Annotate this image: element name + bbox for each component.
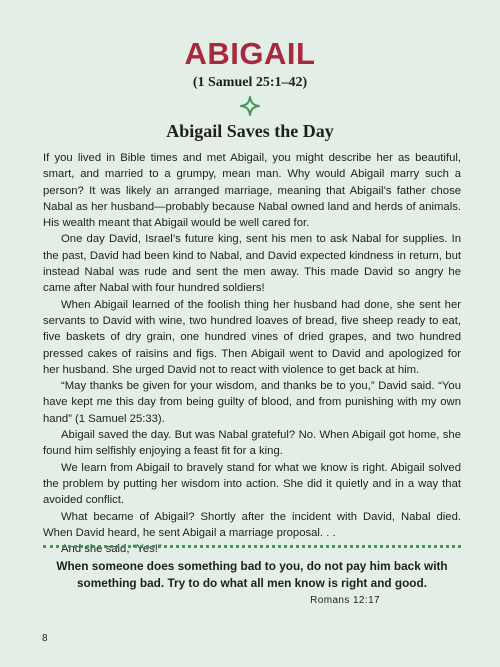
dotted-divider: [43, 545, 461, 548]
section-heading: Abigail Saves the Day: [166, 121, 334, 141]
paragraph: And she said, “Yes!”: [61, 543, 162, 556]
paragraph: “May thanks be given for your wisdom, and thanks be to you,” David said. “You have kept me this day from being guilty of blood, and from punishing with my own hand” (1 Samuel 25:33).: [43, 380, 461, 425]
scripture-reference: (1 Samuel 25:1–42): [192, 75, 308, 90]
four-point-star-ornament-icon: [240, 96, 260, 116]
memory-verse: When someone does something bad to you, do not pay him back with something bad. Try to do what all men know is right and good.: [56, 559, 448, 590]
paragraph: Abigail saved the day. But was Nabal grateful? No. When Abigail got home, she found him selfishly enjoying a feast fit for a king.: [43, 429, 461, 458]
paragraph: We learn from Abigail to bravely stand for what we know is right. Abigail solved the problem by putting her wisdom into action. She did it quietly and in a way that avoided conflict.: [43, 461, 461, 507]
paragraph: When Abigail learned of the foolish thing her husband had done, she sent her servants to David with wine, two hundred loaves of bread, five sheep ready to eat, five baskets of dry grain, one hundred vines of dried grapes, and two hundred pressed cakes of raisins and figs. Then Abigail went to David and apologized for her husband. She urged David not to react with violence to get back at him.: [43, 298, 461, 376]
page-number: 8: [42, 633, 48, 644]
paragraph: If you lived in Bible times and met Abigail, you might describe her as beautiful, smart, and married to a grumpy, mean man. Why would Abigail marry such a person? It was likely an arranged marriage, meaning that Abigail’s father chose Nabal as her husband—probably because Nabal owned land and herds of animals. His wealth meant that Abigail would be well cared for.: [43, 152, 461, 230]
verse-citation: Romans 12:17: [310, 595, 380, 606]
story-body: [43, 150, 461, 557]
paragraph: What became of Abigail? Shortly after the incident with David, Nabal died. When David heard, he sent Abigail a marriage proposal. . .: [43, 510, 461, 539]
page-title: ABIGAIL: [184, 36, 316, 71]
paragraph: One day David, Israel’s future king, sent his men to ask Nabal for supplies. In the past, David had been kind to Nabal, and David expected kindness in return, but instead Nabal was rude and sent the men away. This made David so angry he came after Nabal with four hundred soldiers!: [43, 233, 461, 295]
